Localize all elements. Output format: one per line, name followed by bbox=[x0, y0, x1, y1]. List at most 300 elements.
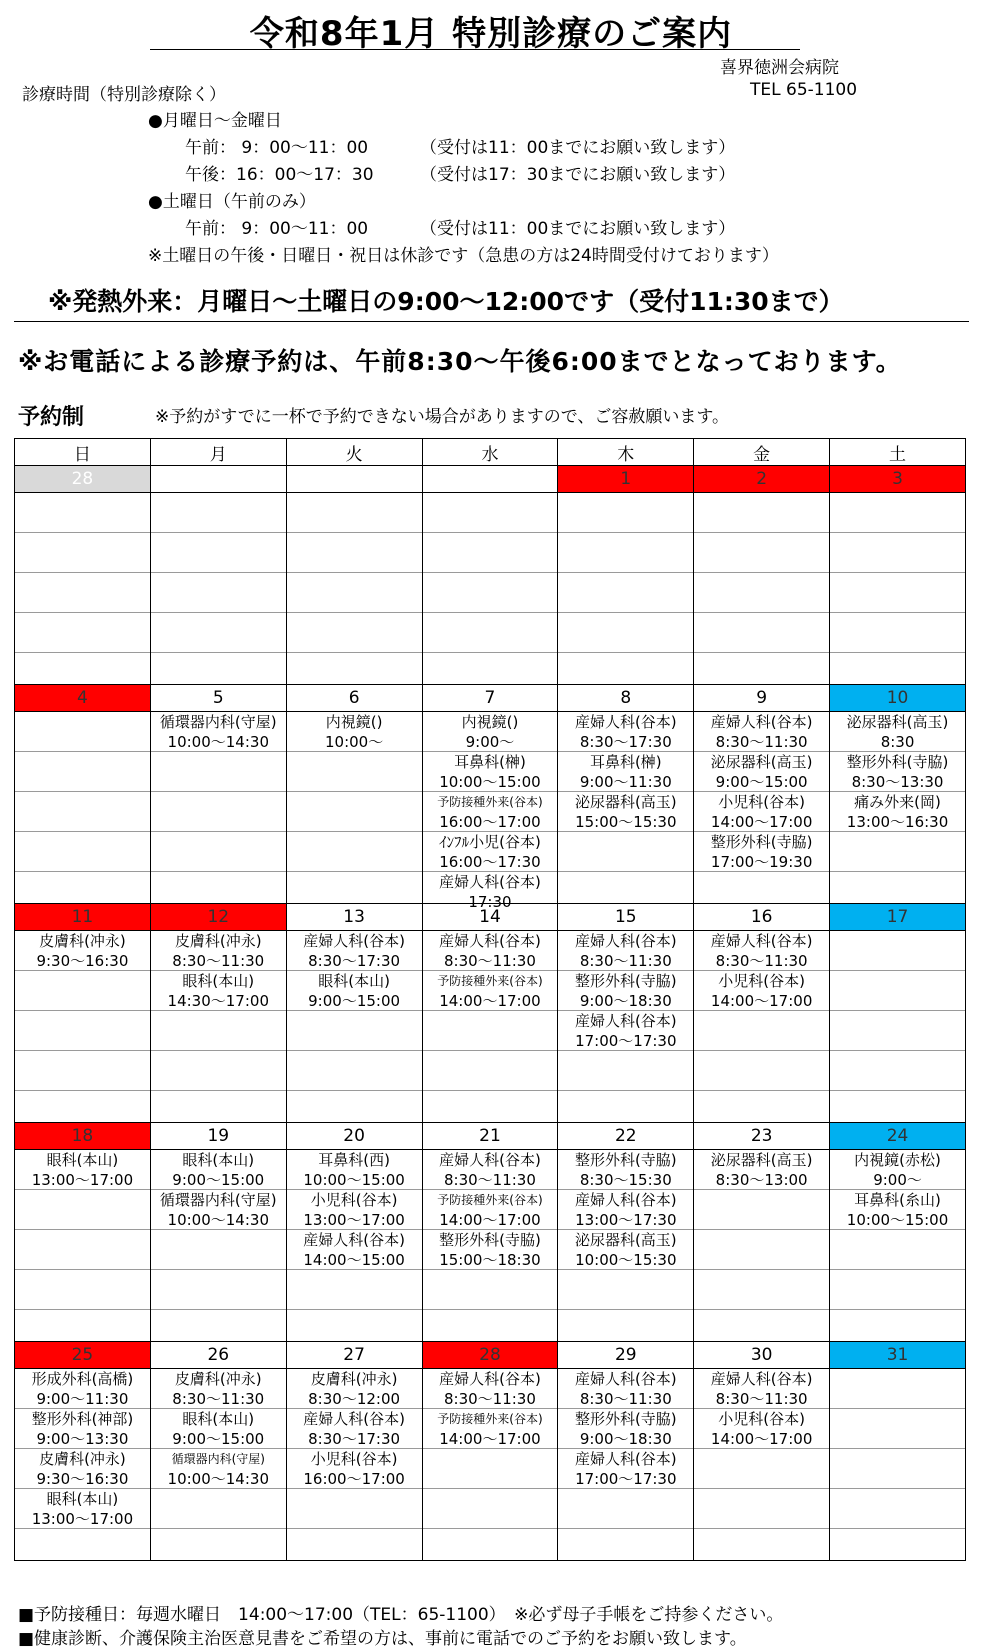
appointment-entry bbox=[287, 1369, 422, 1409]
schedule-cell bbox=[286, 493, 422, 685]
schedule-cell bbox=[150, 493, 286, 685]
fever-underline bbox=[14, 321, 969, 322]
department-name: 産婦人科(谷本) bbox=[439, 1151, 541, 1169]
department-name: 泌尿器科(高玉) bbox=[574, 793, 677, 811]
appointment-entry bbox=[15, 1409, 150, 1449]
department-name: 整形外科(寺脇) bbox=[846, 753, 949, 771]
appointment-entry bbox=[423, 712, 558, 752]
appointment-entry bbox=[15, 1489, 150, 1529]
appointment-entry bbox=[694, 931, 829, 971]
schedule-slots bbox=[151, 493, 286, 684]
department-name: 皮膚科(冲永) bbox=[39, 1450, 126, 1468]
appointment-entry bbox=[830, 712, 965, 752]
department-name: 眼科(本山) bbox=[46, 1490, 119, 1508]
appointment-time: 16:00～17:30 bbox=[439, 853, 541, 871]
schedule-slots bbox=[423, 931, 558, 1122]
date-cell bbox=[286, 466, 422, 493]
appointment-time: 10:00～ bbox=[324, 733, 384, 751]
department-name: 整形外科(寺脇) bbox=[574, 1151, 677, 1169]
appointment-time: 16:00～17:00 bbox=[439, 813, 541, 831]
closed-note: ※土曜日の午後・日曜日・祝日は休診です（急患の方は24時間受付けております） bbox=[148, 246, 779, 266]
schedule-cell bbox=[422, 1369, 558, 1561]
date-cell: 10 bbox=[830, 685, 966, 712]
date-cell: 19 bbox=[150, 1123, 286, 1150]
date-cell bbox=[422, 466, 558, 493]
appointment-time: 8:30～13:30 bbox=[851, 773, 944, 791]
schedule-slots bbox=[15, 1369, 150, 1560]
department-name: 産婦人科(谷本) bbox=[574, 1012, 677, 1030]
appointment-entry bbox=[694, 712, 829, 752]
appointment-entry bbox=[151, 1369, 286, 1409]
schedule-slots bbox=[694, 931, 829, 1122]
appointment-entry bbox=[558, 792, 693, 832]
department-name: 小児科(谷本) bbox=[718, 793, 805, 811]
schedule-cell bbox=[694, 712, 830, 904]
appointment-time: 8:30～17:30 bbox=[308, 1430, 401, 1448]
hospital-tel: TEL 65-1100 bbox=[750, 80, 858, 100]
department-name: 眼科(本山) bbox=[318, 972, 390, 990]
appointment-entry bbox=[558, 1449, 693, 1489]
weekday-label: ●月曜日～金曜日 bbox=[148, 111, 282, 131]
appointment-time: 8:30～11:30 bbox=[443, 1390, 536, 1408]
date-cell: 14 bbox=[422, 904, 558, 931]
schedule-row bbox=[15, 931, 966, 1123]
schedule-slots bbox=[558, 493, 693, 684]
appointment-time: 9:00～13:30 bbox=[36, 1430, 129, 1448]
schedule-cell bbox=[15, 1369, 151, 1561]
department-name: 産婦人科(谷本) bbox=[439, 873, 541, 891]
appointment-entry bbox=[694, 1150, 829, 1190]
reservation-note: ※予約がすでに一杯で予約できない場合がありますので、ご容赦願います。 bbox=[155, 407, 730, 427]
department-name: 循環器内科(守屋) bbox=[159, 713, 277, 731]
appointment-entry bbox=[287, 1230, 422, 1270]
saturday-am-note: （受付は11：00までにお願い致します） bbox=[420, 219, 736, 239]
appointment-time: 8:30～11:30 bbox=[443, 1171, 536, 1189]
appointment-time: 13:00～17:00 bbox=[303, 1211, 405, 1229]
date-cell: 31 bbox=[830, 1342, 966, 1369]
weekday-sun: 日 bbox=[15, 439, 151, 466]
department-name: 泌尿器科(高玉) bbox=[846, 713, 949, 731]
appointment-time: 9:00～15:00 bbox=[172, 1171, 265, 1189]
appointment-entry bbox=[15, 1449, 150, 1489]
appointment-time: 9:00～ bbox=[873, 1171, 922, 1189]
schedule-slots bbox=[287, 712, 422, 903]
department-name: 整形外科(寺脇) bbox=[710, 833, 813, 851]
date-cell: 29 bbox=[558, 1342, 694, 1369]
schedule-slots bbox=[287, 1369, 422, 1560]
schedule-slots bbox=[830, 1150, 965, 1341]
appointment-time: 9:00～15:00 bbox=[308, 992, 401, 1010]
department-name: 耳鼻科(榊) bbox=[454, 753, 526, 771]
appointment-entry bbox=[423, 752, 558, 792]
appointment-entry bbox=[423, 1190, 558, 1230]
weekday-wed: 水 bbox=[422, 439, 558, 466]
department-name: 皮膚科(冲永) bbox=[310, 1370, 398, 1388]
department-name: 皮膚科(冲永) bbox=[174, 1370, 262, 1388]
appointment-time: 9:00～18:30 bbox=[579, 992, 672, 1010]
appointment-entry bbox=[694, 1369, 829, 1409]
date-row bbox=[15, 1123, 966, 1150]
schedule-cell bbox=[694, 931, 830, 1123]
schedule-cell bbox=[422, 493, 558, 685]
appointment-time: 17:00～17:30 bbox=[575, 1032, 677, 1050]
department-name: 形成外科(高橋) bbox=[31, 1370, 134, 1388]
department-name: 内視鏡(赤松) bbox=[854, 1151, 941, 1169]
appointment-entry bbox=[423, 1409, 558, 1449]
department-name: 泌尿器科(高玉) bbox=[710, 753, 813, 771]
schedule-cell bbox=[830, 712, 966, 904]
appointment-entry bbox=[558, 752, 693, 792]
schedule-cell bbox=[150, 931, 286, 1123]
weekday-am: 午前： 9：00～11：00 bbox=[185, 138, 369, 158]
department-name: 痛み外来(岡) bbox=[854, 793, 941, 811]
schedule-cell bbox=[150, 1369, 286, 1561]
appointment-entry bbox=[15, 1369, 150, 1409]
department-name: 予防接種外来(谷本) bbox=[437, 974, 543, 988]
date-cell: 16 bbox=[694, 904, 830, 931]
schedule-slots bbox=[15, 712, 150, 903]
schedule-cell bbox=[558, 931, 694, 1123]
date-cell bbox=[150, 466, 286, 493]
department-name: 小児科(谷本) bbox=[310, 1191, 398, 1209]
schedule-slots bbox=[558, 931, 693, 1122]
date-cell: 18 bbox=[15, 1123, 151, 1150]
appointment-time: 17:00～17:30 bbox=[575, 1470, 677, 1488]
appointment-time: 10:00～14:30 bbox=[167, 1470, 269, 1488]
department-name: 内視鏡() bbox=[461, 713, 519, 731]
appointment-time: 8:30～17:30 bbox=[308, 952, 401, 970]
schedule-cell bbox=[150, 712, 286, 904]
schedule-slots bbox=[558, 712, 693, 903]
schedule-cell bbox=[830, 493, 966, 685]
appointment-entry bbox=[423, 832, 558, 872]
saturday-am: 午前： 9：00～11：00 bbox=[185, 219, 369, 239]
appointment-time: 9:00～15:00 bbox=[172, 1430, 265, 1448]
department-name: 内視鏡() bbox=[325, 713, 383, 731]
date-cell: 12 bbox=[150, 904, 286, 931]
appointment-time: 17:30 bbox=[468, 893, 512, 911]
department-name: 産婦人科(谷本) bbox=[439, 932, 541, 950]
appointment-entry bbox=[830, 1190, 965, 1230]
department-name: ｲﾝﾌﾙ小児(谷本) bbox=[439, 833, 541, 851]
appointment-time: 16:00～17:00 bbox=[303, 1470, 405, 1488]
weekday-header-row bbox=[15, 439, 966, 466]
appointment-entry bbox=[558, 1369, 693, 1409]
appointment-entry bbox=[151, 931, 286, 971]
schedule-slots bbox=[287, 931, 422, 1122]
date-cell: 28 bbox=[422, 1342, 558, 1369]
weekday-mon: 月 bbox=[150, 439, 286, 466]
appointment-time: 8:30 bbox=[880, 733, 915, 751]
schedule-cell bbox=[286, 1150, 422, 1342]
date-cell: 7 bbox=[422, 685, 558, 712]
department-name: 眼科(本山) bbox=[182, 1410, 255, 1428]
department-name: 泌尿器科(高玉) bbox=[710, 1151, 813, 1169]
schedule-cell bbox=[694, 1150, 830, 1342]
appointment-time: 9:00～ bbox=[465, 733, 515, 751]
department-name: 産婦人科(谷本) bbox=[303, 932, 405, 950]
department-name: 産婦人科(谷本) bbox=[574, 713, 677, 731]
schedule-row bbox=[15, 1369, 966, 1561]
appointment-time: 9:00～11:30 bbox=[579, 773, 672, 791]
schedule-slots bbox=[694, 493, 829, 684]
schedule-cell bbox=[830, 1150, 966, 1342]
department-name: 産婦人科(谷本) bbox=[710, 1370, 813, 1388]
schedule-slots bbox=[15, 1150, 150, 1341]
appointment-time: 15:00～18:30 bbox=[439, 1251, 541, 1269]
appointment-time: 10:00～15:00 bbox=[303, 1171, 405, 1189]
appointment-entry bbox=[15, 1150, 150, 1190]
appointment-entry bbox=[558, 1011, 693, 1051]
saturday-label: ●土曜日（午前のみ） bbox=[148, 192, 316, 212]
department-name: 産婦人科(谷本) bbox=[574, 1450, 677, 1468]
date-cell: 5 bbox=[150, 685, 286, 712]
appointment-entry bbox=[558, 712, 693, 752]
appointment-entry bbox=[694, 752, 829, 792]
appointment-entry bbox=[830, 1150, 965, 1190]
appointment-entry bbox=[287, 1150, 422, 1190]
weekday-thu: 木 bbox=[558, 439, 694, 466]
appointment-entry bbox=[830, 792, 965, 832]
weekday-am-note: （受付は11：00までにお願い致します） bbox=[420, 138, 736, 158]
schedule-cell bbox=[558, 1150, 694, 1342]
weekday-fri: 金 bbox=[694, 439, 830, 466]
appointment-time: 8:30～11:30 bbox=[715, 733, 808, 751]
schedule-slots bbox=[558, 1150, 693, 1341]
department-name: 産婦人科(谷本) bbox=[439, 1370, 541, 1388]
appointment-time: 8:30～11:30 bbox=[715, 1390, 808, 1408]
schedule-slots bbox=[694, 712, 829, 903]
date-cell: 13 bbox=[286, 904, 422, 931]
appointment-entry bbox=[558, 1190, 693, 1230]
schedule-cell bbox=[15, 493, 151, 685]
schedule-cell bbox=[15, 931, 151, 1123]
appointment-time: 10:00～15:30 bbox=[575, 1251, 677, 1269]
appointment-entry bbox=[830, 752, 965, 792]
department-name: 産婦人科(谷本) bbox=[574, 1191, 677, 1209]
appointment-time: 14:00～17:00 bbox=[439, 1211, 541, 1229]
date-cell: 3 bbox=[830, 466, 966, 493]
appointment-entry bbox=[287, 1190, 422, 1230]
appointment-entry bbox=[558, 1230, 693, 1270]
department-name: 皮膚科(冲永) bbox=[39, 932, 126, 950]
schedule-cell bbox=[694, 1369, 830, 1561]
appointment-time: 8:30～11:30 bbox=[715, 952, 808, 970]
appointment-entry bbox=[558, 971, 693, 1011]
appointment-time: 17:00～19:30 bbox=[710, 853, 813, 871]
date-cell: 30 bbox=[694, 1342, 830, 1369]
department-name: 小児科(谷本) bbox=[718, 1410, 805, 1428]
department-name: 眼科(本山) bbox=[182, 1151, 255, 1169]
appointment-time: 14:00～17:00 bbox=[710, 1430, 813, 1448]
appointment-entry bbox=[694, 792, 829, 832]
date-cell: 20 bbox=[286, 1123, 422, 1150]
appointment-time: 9:00～18:30 bbox=[579, 1430, 672, 1448]
appointment-time: 8:30～11:30 bbox=[172, 952, 265, 970]
schedule-cell bbox=[15, 712, 151, 904]
appointment-entry bbox=[287, 971, 422, 1011]
hours-heading: 診療時間（特別診療除く） bbox=[22, 85, 226, 105]
appointment-time: 13:00～17:00 bbox=[31, 1510, 134, 1528]
appointment-time: 8:30～17:30 bbox=[579, 733, 672, 751]
schedule-slots bbox=[15, 931, 150, 1122]
vaccination-footer: ■予防接種日：毎週水曜日 14:00～17:00（TEL：65-1100） ※必ず母子手帳をご持参ください。 bbox=[18, 1605, 784, 1625]
appointment-time: 10:00～15:00 bbox=[846, 1211, 949, 1229]
date-cell: 4 bbox=[15, 685, 151, 712]
schedule-cell bbox=[558, 712, 694, 904]
schedule-cell bbox=[558, 493, 694, 685]
department-name: 産婦人科(谷本) bbox=[574, 932, 677, 950]
appointment-time: 10:00～14:30 bbox=[167, 733, 269, 751]
appointment-entry bbox=[558, 1409, 693, 1449]
appointment-entry bbox=[151, 971, 286, 1011]
department-name: 整形外科(寺脇) bbox=[574, 1410, 677, 1428]
appointment-entry bbox=[287, 931, 422, 971]
appointment-entry bbox=[558, 1150, 693, 1190]
appointment-time: 8:30～11:30 bbox=[172, 1390, 265, 1408]
department-name: 予防接種外来(谷本) bbox=[437, 1193, 543, 1207]
date-cell: 25 bbox=[15, 1342, 151, 1369]
schedule-row bbox=[15, 493, 966, 685]
date-cell: 15 bbox=[558, 904, 694, 931]
schedule-cell bbox=[15, 1150, 151, 1342]
department-name: 耳鼻科(榊) bbox=[589, 753, 662, 771]
appointment-entry bbox=[151, 1150, 286, 1190]
date-cell: 24 bbox=[830, 1123, 966, 1150]
department-name: 泌尿器科(高玉) bbox=[574, 1231, 677, 1249]
appointment-entry bbox=[151, 1190, 286, 1230]
appointment-time: 14:00～15:00 bbox=[303, 1251, 405, 1269]
appointment-entry bbox=[423, 971, 558, 1011]
department-name: 小児科(谷本) bbox=[310, 1450, 398, 1468]
appointment-time: 14:00～17:00 bbox=[439, 992, 541, 1010]
schedule-cell bbox=[558, 1369, 694, 1561]
schedule-slots bbox=[151, 931, 286, 1122]
date-cell: 17 bbox=[830, 904, 966, 931]
schedule-cell bbox=[694, 493, 830, 685]
schedule-calendar bbox=[14, 438, 966, 1561]
schedule-cell bbox=[286, 712, 422, 904]
appointment-entry bbox=[558, 931, 693, 971]
appointment-entry bbox=[694, 971, 829, 1011]
department-name: 予防接種外来(谷本) bbox=[437, 795, 543, 809]
appointment-time: 14:00～17:00 bbox=[710, 992, 813, 1010]
appointment-entry bbox=[423, 1369, 558, 1409]
department-name: 産婦人科(谷本) bbox=[574, 1370, 677, 1388]
schedule-slots bbox=[287, 1150, 422, 1341]
department-name: 予防接種外来(谷本) bbox=[437, 1412, 543, 1426]
department-name: 整形外科(寺脇) bbox=[574, 972, 677, 990]
department-name: 産婦人科(谷本) bbox=[303, 1410, 405, 1428]
appointment-time: 9:30～16:30 bbox=[36, 952, 129, 970]
schedule-slots bbox=[151, 712, 286, 903]
schedule-slots bbox=[830, 712, 965, 903]
appointment-entry bbox=[287, 1409, 422, 1449]
schedule-cell bbox=[286, 931, 422, 1123]
department-name: 皮膚科(冲永) bbox=[174, 932, 262, 950]
appointment-time: 8:30～11:30 bbox=[443, 952, 536, 970]
department-name: 整形外科(神部) bbox=[31, 1410, 134, 1428]
appointment-entry bbox=[423, 931, 558, 971]
appointment-entry bbox=[423, 792, 558, 832]
date-row bbox=[15, 466, 966, 493]
appointment-time: 13:00～17:00 bbox=[31, 1171, 134, 1189]
appointment-time: 10:00～15:00 bbox=[439, 773, 541, 791]
date-row bbox=[15, 1342, 966, 1369]
weekday-tue: 火 bbox=[286, 439, 422, 466]
appointment-entry bbox=[287, 1449, 422, 1489]
date-cell: 28 bbox=[15, 466, 151, 493]
appointment-time: 14:00～17:00 bbox=[439, 1430, 541, 1448]
appointment-entry bbox=[423, 1230, 558, 1270]
department-name: 眼科(本山) bbox=[182, 972, 255, 990]
department-name: 小児科(谷本) bbox=[718, 972, 805, 990]
date-cell: 1 bbox=[558, 466, 694, 493]
schedule-slots bbox=[423, 1150, 558, 1341]
appointment-entry bbox=[694, 1409, 829, 1449]
department-name: 耳鼻科(西) bbox=[318, 1151, 390, 1169]
date-cell: 22 bbox=[558, 1123, 694, 1150]
department-name: 産婦人科(谷本) bbox=[303, 1231, 405, 1249]
schedule-slots bbox=[151, 1369, 286, 1560]
schedule-cell bbox=[286, 1369, 422, 1561]
appointment-entry bbox=[15, 931, 150, 971]
weekday-pm: 午後：16：00～17：30 bbox=[185, 165, 374, 185]
appointment-entry bbox=[151, 1409, 286, 1449]
schedule-slots bbox=[15, 493, 150, 684]
schedule-slots bbox=[830, 493, 965, 684]
schedule-slots bbox=[287, 493, 422, 684]
date-cell: 23 bbox=[694, 1123, 830, 1150]
appointment-time: 13:00～17:30 bbox=[575, 1211, 677, 1229]
date-row bbox=[15, 685, 966, 712]
schedule-slots bbox=[830, 931, 965, 1122]
appointment-time: 8:30～15:30 bbox=[579, 1171, 672, 1189]
schedule-cell bbox=[422, 712, 558, 911]
department-name: 眼科(本山) bbox=[46, 1151, 119, 1169]
date-cell: 26 bbox=[150, 1342, 286, 1369]
title-underline bbox=[150, 49, 800, 50]
schedule-cell bbox=[422, 931, 558, 1123]
page-title: 令和8年1月 特別診療のご案内 bbox=[249, 14, 733, 54]
appointment-entry bbox=[151, 712, 286, 752]
schedule-cell bbox=[830, 931, 966, 1123]
date-cell: 27 bbox=[286, 1342, 422, 1369]
date-cell: 2 bbox=[694, 466, 830, 493]
hospital-name: 喜界徳洲会病院 bbox=[720, 58, 839, 78]
checkup-footer: ■健康診断、介護保険主治医意見書をご希望の方は、事前に電話でのご予約をお願い致します。 bbox=[18, 1629, 747, 1649]
appointment-time: 15:00～15:30 bbox=[575, 813, 677, 831]
department-name: 耳鼻科(糸山) bbox=[854, 1191, 941, 1209]
appointment-time: 13:00～16:30 bbox=[846, 813, 949, 831]
appointment-time: 8:30～11:30 bbox=[579, 1390, 672, 1408]
fever-clinic-notice: ※発熱外来：月曜日～土曜日の9:00～12:00です（受付11:30まで） bbox=[48, 287, 844, 316]
appointment-time: 9:00～15:00 bbox=[715, 773, 808, 791]
phone-reservation-notice: ※お電話による診療予約は、午前8:30～午後6:00までとなっております。 bbox=[18, 347, 902, 376]
department-name: 産婦人科(谷本) bbox=[710, 932, 813, 950]
schedule-cell bbox=[150, 1150, 286, 1342]
date-cell: 8 bbox=[558, 685, 694, 712]
schedule-slots bbox=[558, 1369, 693, 1560]
schedule-slots bbox=[694, 1369, 829, 1560]
appointment-time: 8:30～13:00 bbox=[715, 1171, 808, 1189]
department-name: 整形外科(寺脇) bbox=[439, 1231, 541, 1249]
appointment-entry bbox=[151, 1449, 286, 1489]
date-cell: 6 bbox=[286, 685, 422, 712]
schedule-cell bbox=[422, 1150, 558, 1342]
department-name: 循環器内科(守屋) bbox=[171, 1452, 265, 1466]
schedule-slots bbox=[423, 493, 558, 684]
